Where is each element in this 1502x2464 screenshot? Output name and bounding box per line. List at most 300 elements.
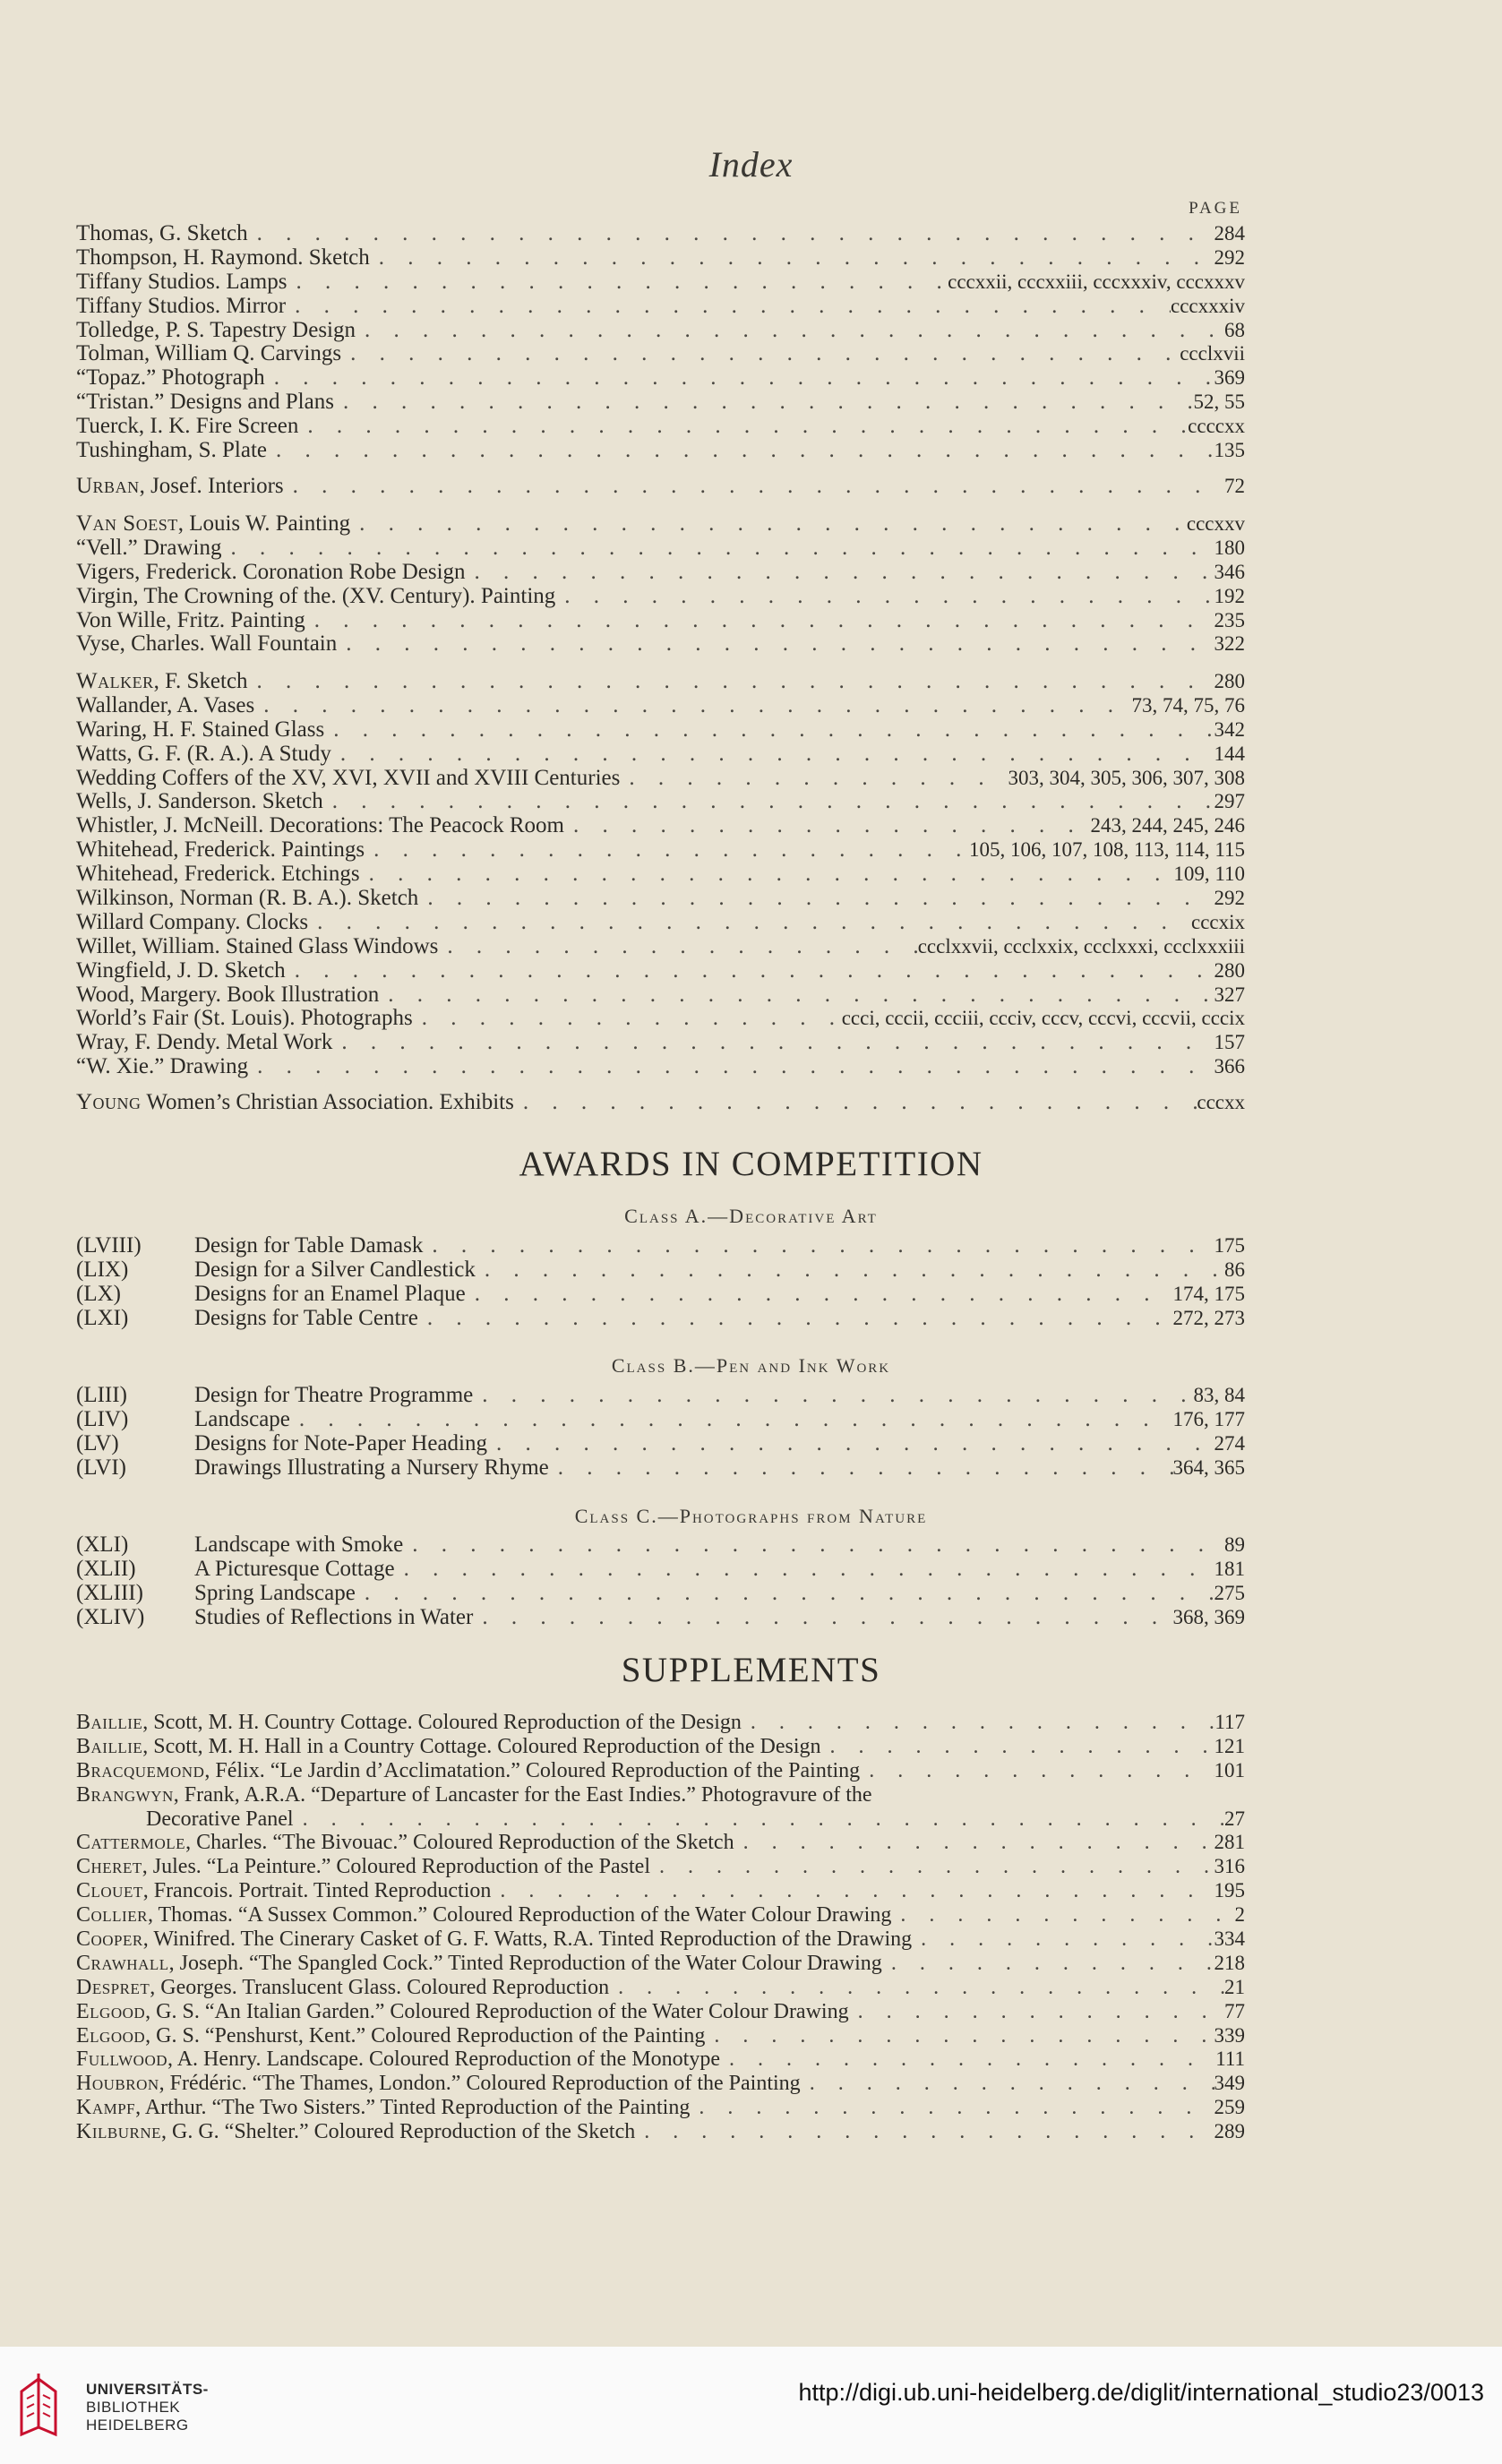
index-entry [76,366,1245,391]
entry-page: 243, 244, 245, 246 [1090,814,1245,837]
entry-text: Wedding Coffers of the XV, XVI, XVII and XVIII Centuries [76,765,621,790]
index-entry [76,439,1245,463]
dot-leader [323,790,1214,814]
entry-name [76,887,418,911]
entry-name [76,1927,912,1952]
entry-text: , Josef. Interiors [139,474,284,498]
entry-name [194,1456,549,1481]
supplement-entry [76,1879,1245,1903]
entry-text: Design for Theatre Programme [194,1383,474,1407]
entry-name [76,1759,860,1783]
dot-leader [620,767,1008,791]
supplement-entry [76,1903,1245,1927]
entry-name [76,767,620,791]
entry-text: Studies of Reflections in Water [194,1604,474,1629]
entry-text: Thompson, H. Raymond. Sketch [76,245,370,270]
entry-name [76,512,350,537]
supplement-entry [76,2096,1245,2120]
entry-page: 83, 84 [1193,1384,1245,1406]
entry-text: Spring Landscape [194,1580,356,1605]
dot-leader [801,2072,1214,2096]
entry-name [76,983,379,1008]
award-entry [76,1432,1245,1456]
entry-number: (LX) [76,1281,121,1306]
entry-page: 303, 304, 305, 306, 307, 308 [1008,766,1245,789]
entry-page: 144 [1214,742,1245,765]
entry-page: 235 [1214,608,1245,631]
entry-surname: Collier [76,1903,148,1927]
entry-page: 121 [1214,1734,1245,1757]
award-entry [76,1408,1245,1432]
entry-name [194,1432,487,1456]
entry-surname: Kampf [76,2096,136,2120]
entry-text: , Joseph. “The Spangled Cock.” Tinted Reproduction of the Water Colour Drawing [168,1951,882,1975]
dot-leader [284,475,1224,499]
entry-text: Wallander, A. Vases [76,692,255,717]
entry-name [76,319,356,343]
dot-leader [248,222,1214,246]
entry-name [76,270,287,295]
dot-leader [360,863,1174,887]
entry-page: 68 [1224,318,1245,341]
entry-page: ccclxvii [1180,342,1245,365]
dot-leader [221,537,1214,561]
entry-text: Vyse, Charles. Wall Fountain [76,631,338,657]
dot-leader [356,319,1224,343]
entry-number: (LIV) [76,1406,129,1431]
entry-name [194,1307,418,1331]
entry-page: ccccxx [1188,415,1245,438]
entry-text: Whitehead, Frederick. Etchings [76,862,360,887]
dot-leader [332,1031,1214,1055]
entry-text: Women’s Christian Association. Exhibits [141,1090,514,1114]
entry-text: Von Wille, Fritz. Painting [76,607,305,632]
dot-leader [438,935,917,959]
index-entry [76,959,1245,983]
index-entry [76,1055,1245,1079]
entry-page: 77 [1224,1999,1245,2022]
award-entry [76,1582,1245,1606]
entry-text: Tolman, William Q. Carvings [76,341,342,366]
entry-text: , Jules. “La Peinture.” Coloured Reproduction of the Pastel [142,1855,650,1879]
entry-page: 275 [1214,1581,1245,1604]
dot-leader [248,670,1214,694]
entry-page: 105, 106, 107, 108, 113, 114, 115 [969,838,1245,862]
entry-name [76,743,331,767]
entry-name [76,2072,801,2096]
entry-page: 109, 110 [1173,863,1245,886]
dot-leader [473,1606,1172,1630]
entry-text: , A. Henry. Landscape. Coloured Reproduction of the Monotype [167,2048,720,2072]
library-logo-icon [18,2372,59,2438]
entry-name [194,1408,290,1432]
entry-name [76,1952,882,1976]
entry-number: (XLIII) [76,1580,143,1605]
entry-page: 342 [1214,717,1245,741]
dot-leader [882,1952,1214,1976]
entry-name [76,718,324,743]
entry-text: World’s Fair (St. Louis). Photographs [76,1006,413,1031]
award-entry [76,1533,1245,1558]
entry-text: Designs for Table Centre [194,1305,418,1330]
dot-leader [491,1879,1214,1903]
entry-page: 297 [1214,790,1245,813]
award-entry [76,1456,1245,1481]
entry-text: , Scott, M. H. Country Cottage. Coloured Reproduction of the Design [142,1711,742,1734]
supplement-entry [76,1855,1245,1879]
index-section-t [76,222,1245,463]
entry-text: “Tristan.” Designs and Plans [76,390,334,415]
index-entry [76,670,1245,694]
index-entry [76,537,1245,561]
entry-page: 339 [1214,2023,1245,2047]
dot-leader [473,1384,1193,1408]
dot-leader [365,838,969,863]
index-entry [76,911,1245,935]
entry-page: 292 [1214,245,1245,269]
entry-page: ccci, cccii, ccciii, ccciv, cccv, cccvi, cccvii, cccix [841,1007,1245,1030]
entry-name [76,790,323,814]
dot-leader [720,2048,1215,2072]
entry-name [76,537,221,561]
page-column-header: PAGE [1189,199,1242,218]
entry-text: , Arthur. “The Two Sisters.” Tinted Reproduction of the Painting [135,2096,691,2120]
entry-page: 175 [1214,1234,1245,1257]
index-entry [76,246,1245,270]
dot-leader [705,2024,1214,2048]
index-section-w [76,670,1245,1079]
dot-leader [413,1007,842,1031]
entry-number: (LVIII) [76,1233,142,1258]
index-entry [76,1091,1245,1115]
entry-page: 364, 365 [1172,1455,1245,1479]
entry-name [76,1735,821,1759]
entry-text: “W. Xie.” Drawing [76,1054,249,1079]
entry-page: 111 [1215,2048,1245,2071]
index-entry [76,814,1245,838]
entry-name [76,585,555,609]
entry-text: “Vell.” Drawing [76,535,222,560]
entry-name [76,391,334,415]
entry-name [76,1055,248,1079]
index-entry [76,838,1245,863]
entry-surname: Cattermole [76,1831,186,1855]
entry-surname: Walker [76,669,154,693]
page-title: Index [708,144,794,185]
supplement-entry [76,1927,1245,1952]
entry-text: , Francois. Portrait. Tinted Reproduction [142,1879,492,1903]
supplement-entry [76,1735,1245,1759]
index-entry [76,609,1245,633]
supplement-entry [76,2000,1245,2024]
entry-name [76,670,248,694]
dot-leader [476,1258,1224,1283]
entry-number: (XLI) [76,1532,129,1557]
entry-surname: Young [76,1090,142,1114]
index-entry [76,983,1245,1008]
dot-leader [286,959,1214,983]
entry-text: , Georges. Translucent Glass. Coloured Reproduction [150,1975,610,1999]
entry-page: 72 [1224,475,1245,497]
entry-name [76,1903,891,1927]
entry-page: 135 [1214,439,1245,462]
entry-name [76,2000,849,2024]
entry-page: 181 [1214,1557,1245,1580]
dot-leader [248,1055,1214,1079]
dot-leader [860,1759,1214,1783]
dot-leader [265,366,1214,391]
index-entry [76,222,1245,246]
dot-leader [267,439,1214,463]
entry-page: 174, 175 [1172,1282,1245,1305]
dot-leader [609,1976,1224,2000]
dot-leader [350,512,1187,537]
entry-name [76,2096,690,2120]
index-entry [76,391,1245,415]
entry-name [76,863,360,887]
class-a-list [76,1234,1245,1331]
entry-surname: Cheret [76,1855,142,1879]
entry-number: (XLII) [76,1556,136,1581]
entry-surname: Clouet [76,1879,143,1903]
dot-leader [418,887,1214,911]
entry-page: 284 [1214,222,1245,245]
entry-number: (LIX) [76,1257,129,1282]
entry-text: Wood, Margery. Book Illustration [76,982,380,1007]
index-entry [76,585,1245,609]
dot-leader [254,694,1131,718]
entry-name [76,222,248,246]
index-section-v [76,512,1245,657]
dot-leader [549,1456,1173,1481]
index-entry [76,632,1245,657]
dot-leader [650,1855,1214,1879]
awards-heading: AWARDS IN COMPETITION [519,1145,983,1183]
entry-surname: Cooper [76,1927,143,1952]
index-entry [76,415,1245,439]
entry-page: 272, 273 [1172,1306,1245,1329]
entry-text: Thomas, G. Sketch [76,221,248,245]
entry-text: Wells, J. Sanderson. Sketch [76,789,323,814]
entry-page: 89 [1224,1533,1245,1556]
entry-surname: Van Soest [76,511,178,536]
entry-page: 86 [1224,1258,1245,1281]
dot-leader [891,1903,1234,1927]
entry-text: , F. Sketch [153,669,248,693]
dot-leader [403,1533,1224,1558]
index-section-y [76,1091,1245,1115]
dot-leader [331,743,1214,767]
entry-name [76,475,284,499]
dot-leader [337,632,1214,657]
dot-leader [370,246,1214,270]
entry-name [194,1234,423,1258]
entry-page: 280 [1214,670,1245,692]
dot-leader [341,342,1180,366]
entry-surname: Elgood [76,1999,146,2023]
entry-name [76,1855,650,1879]
entry-name [76,609,305,633]
entry-text: Willard Company. Clocks [76,909,309,934]
logo-line-2: BIBLIOTHEK [86,2399,181,2416]
entry-number: (LIII) [76,1383,127,1407]
dot-leader [514,1091,1197,1115]
entry-surname: Brangwyn [76,1782,174,1807]
entry-name [76,2120,635,2144]
entry-page: 117 [1214,1711,1245,1733]
library-logo-text [86,2381,209,2434]
supplement-entry [76,1976,1245,2000]
dot-leader [294,1807,1224,1832]
class-c-title: Class C.—Photographs from Nature [574,1505,928,1527]
entry-number: (LVI) [76,1455,127,1480]
entry-number: (XLIV) [76,1604,145,1629]
entry-name [194,1558,395,1582]
dot-leader [356,1582,1214,1606]
entry-text: Whitehead, Frederick. Paintings [76,837,365,863]
award-entry [76,1307,1245,1331]
supplement-entry [76,1711,1245,1735]
entry-page: 289 [1214,2120,1245,2143]
index-entry [76,319,1245,343]
dot-leader [912,1927,1214,1952]
entry-name [76,342,341,366]
entry-text: Designs for an Enamel Plaque [194,1281,466,1306]
entry-name [194,1582,356,1606]
entry-text: , Charles. “The Bivouac.” Coloured Reproduction of the Sketch [185,1831,734,1855]
dot-leader [734,1831,1214,1855]
entry-name [76,1711,742,1735]
entry-text: Tuerck, I. K. Fire Screen [76,414,299,439]
entry-text: Drawings Illustrating a Nursery Rhyme [194,1455,549,1480]
logo-line-3: HEIDELBERG [86,2417,189,2434]
entry-surname: Fullwood [76,2048,168,2072]
dot-leader [334,391,1194,415]
index-entry [76,295,1245,319]
entry-name [76,1091,514,1115]
entry-surname: Baillie [76,1734,143,1758]
entry-text: , Scott, M. H. Hall in a Country Cottage. Coloured Reproduction of the Design [142,1734,821,1758]
dot-leader [423,1234,1214,1258]
entry-text: Vigers, Frederick. Coronation Robe Design [76,559,466,584]
entry-text: Willet, William. Stained Glass Windows [76,933,439,958]
entry-page: cccxxii, cccxxiii, cccxxxiv, cccxxxv [948,270,1245,293]
entry-text: , Winifred. The Cinerary Casket of G. F. Watts, R.A. Tinted Reproduction of the Drawing [142,1927,913,1952]
index-entry [76,1007,1245,1031]
entry-text: , G. S. “Penshurst, Kent.” Coloured Reproduction of the Painting [145,2023,706,2048]
entry-page: 281 [1214,1831,1245,1854]
entry-page: cccxxv [1186,512,1245,535]
entry-page: cccxix [1190,910,1245,933]
award-entry [76,1258,1245,1283]
entry-page: 218 [1214,1951,1245,1974]
entry-page: 366 [1214,1055,1245,1078]
entry-text: Designs for Note-Paper Heading [194,1430,487,1455]
entry-page: 27 [1224,1807,1245,1830]
entry-name [76,1783,872,1807]
entry-text: Wray, F. Dendy. Metal Work [76,1030,333,1055]
entry-text: Waring, H. F. Stained Glass [76,717,325,742]
class-a-title: Class A.—Decorative Art [624,1205,878,1227]
entry-page: 101 [1214,1758,1245,1781]
entry-page: 327 [1214,983,1245,1006]
logo-line-1: UNIVERSITÄTS- [86,2381,209,2398]
dot-leader [287,270,948,295]
entry-name [76,814,564,838]
supplement-entry [76,1831,1245,1855]
index-entry [76,887,1245,911]
entry-page: 2 [1234,1903,1245,1927]
entry-name [194,1384,473,1408]
entry-page: 52, 55 [1193,391,1245,414]
award-entry [76,1606,1245,1630]
entry-page: 176, 177 [1172,1407,1245,1430]
entry-name [194,1533,403,1558]
entry-text: Landscape [194,1406,290,1431]
entry-name [76,561,466,585]
supplement-entry [76,1952,1245,1976]
entry-text: Design for a Silver Candlestick [194,1257,476,1282]
entry-name [76,366,265,391]
entry-text: , Frank, A.R.A. “Departure of Lancaster for the East Indies.” Photogravure of the [173,1782,872,1807]
entry-surname: Elgood [76,2023,146,2048]
entry-page: 316 [1214,1855,1245,1878]
index-entry [76,1031,1245,1055]
entry-name [194,1606,473,1630]
entry-text: , Thomas. “A Sussex Common.” Coloured Reproduction of the Water Colour Drawing [147,1903,892,1927]
entry-page: cccxx [1197,1091,1245,1113]
class-b-title: Class B.—Pen and Ink Work [611,1354,891,1377]
entry-page: 73, 74, 75, 76 [1131,693,1245,717]
index-entry [76,342,1245,366]
entry-name [194,1283,466,1307]
entry-page: ccclxxvii, ccclxxix, ccclxxxi, ccclxxxiii [917,934,1245,957]
index-section-u [76,475,1245,499]
dot-leader [324,718,1214,743]
index-entry [76,512,1245,537]
entry-page: 346 [1214,560,1245,583]
entry-name [194,1258,476,1283]
entry-name [76,1831,734,1855]
supplement-entry [76,2024,1245,2048]
entry-text: Watts, G. F. (R. A.). A Study [76,741,331,766]
dot-leader [418,1307,1173,1331]
award-entry [76,1384,1245,1408]
index-entry [76,694,1245,718]
dot-leader [564,814,1091,838]
supplements-heading: SUPPLEMENTS [621,1651,881,1689]
entry-page: 292 [1214,887,1245,910]
supplement-entry [76,1807,1245,1832]
entry-name [76,1879,491,1903]
entry-page: 195 [1214,1879,1245,1902]
entry-page: 157 [1214,1031,1245,1054]
entry-text: Landscape with Smoke [194,1532,404,1557]
award-entry [76,1558,1245,1582]
dot-leader [849,2000,1224,2024]
dot-leader [379,983,1214,1008]
footer-bar [0,2347,1502,2464]
supplement-entry [76,1759,1245,1783]
source-url-link[interactable]: http://digi.ub.uni-heidelberg.de/diglit/international_studio23/0013 [798,2379,1484,2406]
entry-page: 21 [1224,1975,1245,1998]
supplement-entry [76,2072,1245,2096]
entry-text: Virgin, The Crowning of the. (XV. Century). Painting [76,583,556,608]
entry-text: Tolledge, P. S. Tapestry Design [76,317,356,342]
entry-surname: Kilburne [76,2120,161,2144]
entry-page: cccxxxiv [1170,294,1245,317]
entry-page: 369 [1214,366,1245,390]
